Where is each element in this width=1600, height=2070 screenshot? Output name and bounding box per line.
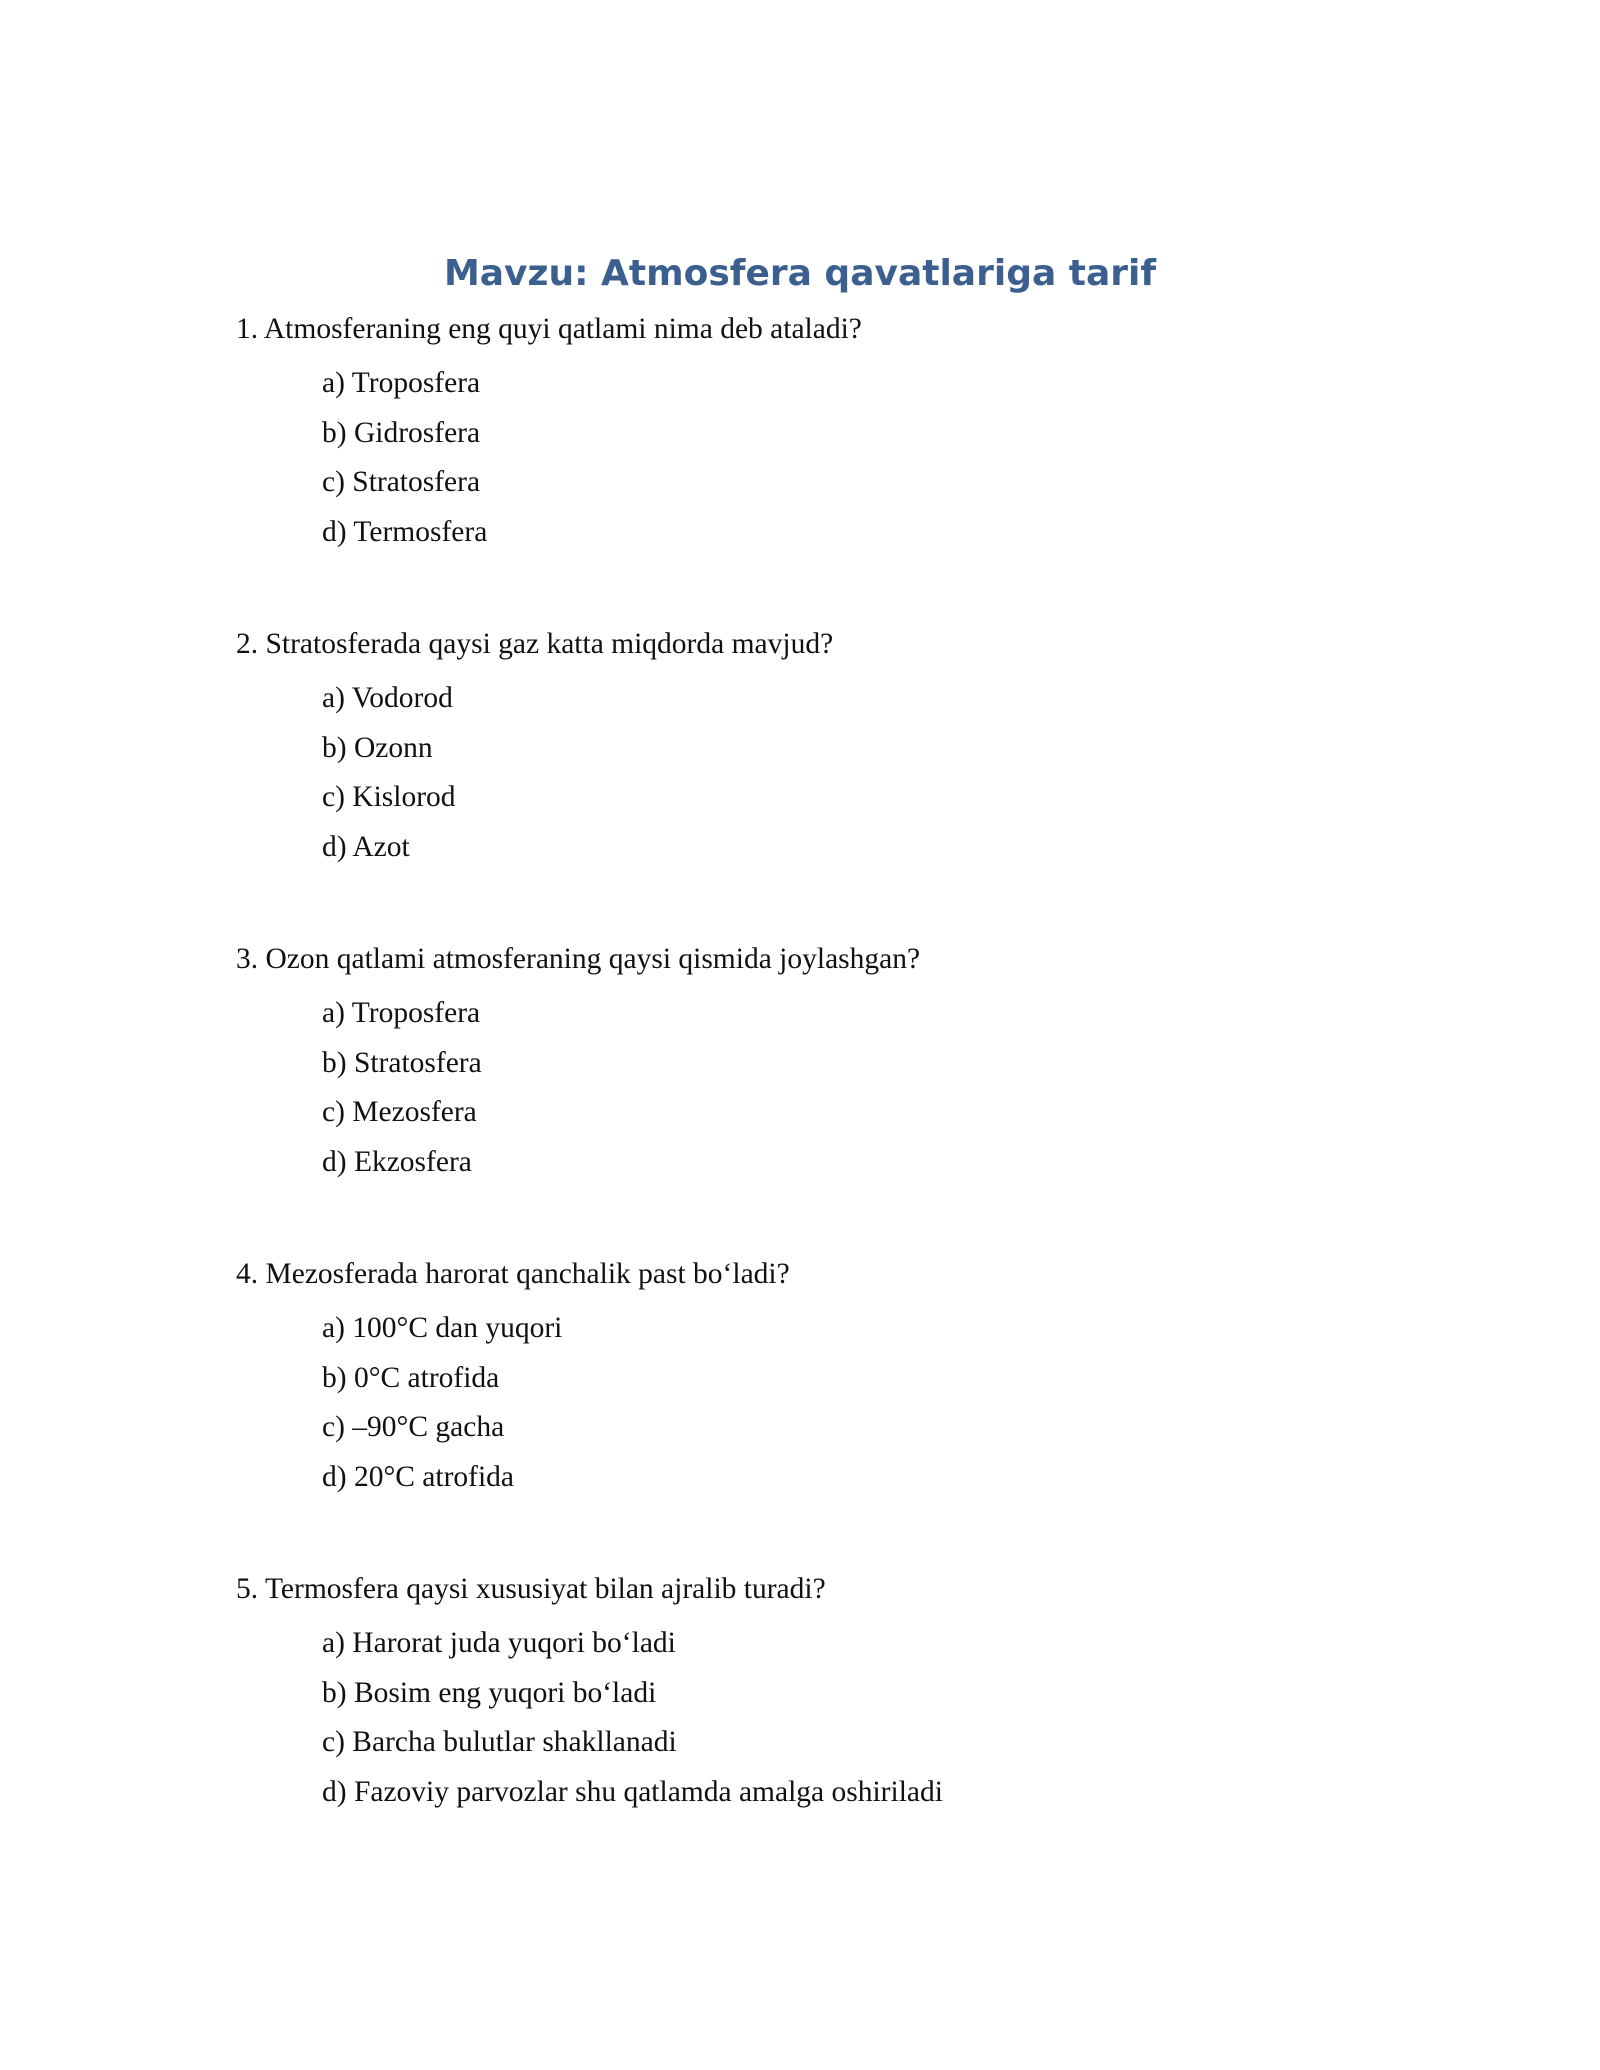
option-d: d) Azot: [322, 830, 410, 863]
option-b: b) 0°C atrofida: [322, 1361, 500, 1394]
option-c: c) Kislorod: [322, 781, 456, 813]
option-d: d) 20°C atrofida: [322, 1460, 515, 1493]
question-list: [236, 305, 1436, 1880]
option-a: a) Troposfera: [322, 367, 481, 399]
document-title: Mavzu: Atmosfera qavatlariga tarif: [443, 253, 1157, 294]
question-1: [236, 305, 1436, 557]
option-list: [236, 989, 1436, 1187]
question-2: [236, 620, 1436, 872]
option-b: b) Bosim eng yuqori bo‘ladi: [322, 1676, 657, 1709]
question-text: 5. Termosfera qaysi xususiyat bilan ajralib turadi?: [236, 1573, 826, 1605]
option-c: c) Barcha bulutlar shakllanadi: [322, 1726, 677, 1758]
question-text: 4. Mezosferada harorat qanchalik past bo‘ladi?: [236, 1258, 790, 1290]
option-b: b) Gidrosfera: [322, 416, 481, 449]
question-3: [236, 935, 1436, 1187]
option-a: a) Troposfera: [322, 997, 481, 1029]
question-4: [236, 1250, 1436, 1502]
option-a: a) 100°C dan yuqori: [322, 1312, 563, 1344]
option-d: d) Ekzosfera: [322, 1145, 472, 1178]
question-text: 3. Ozon qatlami atmosferaning qaysi qismida joylashgan?: [236, 943, 921, 975]
option-a: a) Harorat juda yuqori bo‘ladi: [322, 1627, 676, 1659]
option-c: c) Mezosfera: [322, 1096, 477, 1128]
option-list: [236, 674, 1436, 872]
option-c: c) –90°C gacha: [322, 1411, 505, 1443]
option-b: b) Ozonn: [322, 731, 433, 764]
question-text: 2. Stratosferada qaysi gaz katta miqdorda mavjud?: [236, 628, 834, 660]
option-b: b) Stratosfera: [322, 1046, 482, 1079]
option-list: [236, 1304, 1436, 1502]
option-d: d) Termosfera: [322, 515, 488, 548]
option-c: c) Stratosfera: [322, 466, 481, 498]
question-5: [236, 1565, 1436, 1817]
question-text: 1. Atmosferaning eng quyi qatlami nima deb ataladi?: [236, 313, 862, 345]
option-a: a) Vodorod: [322, 682, 453, 714]
option-list: [236, 1619, 1436, 1817]
option-d: d) Fazoviy parvozlar shu qatlamda amalga oshiriladi: [322, 1775, 943, 1808]
option-list: [236, 359, 1436, 557]
